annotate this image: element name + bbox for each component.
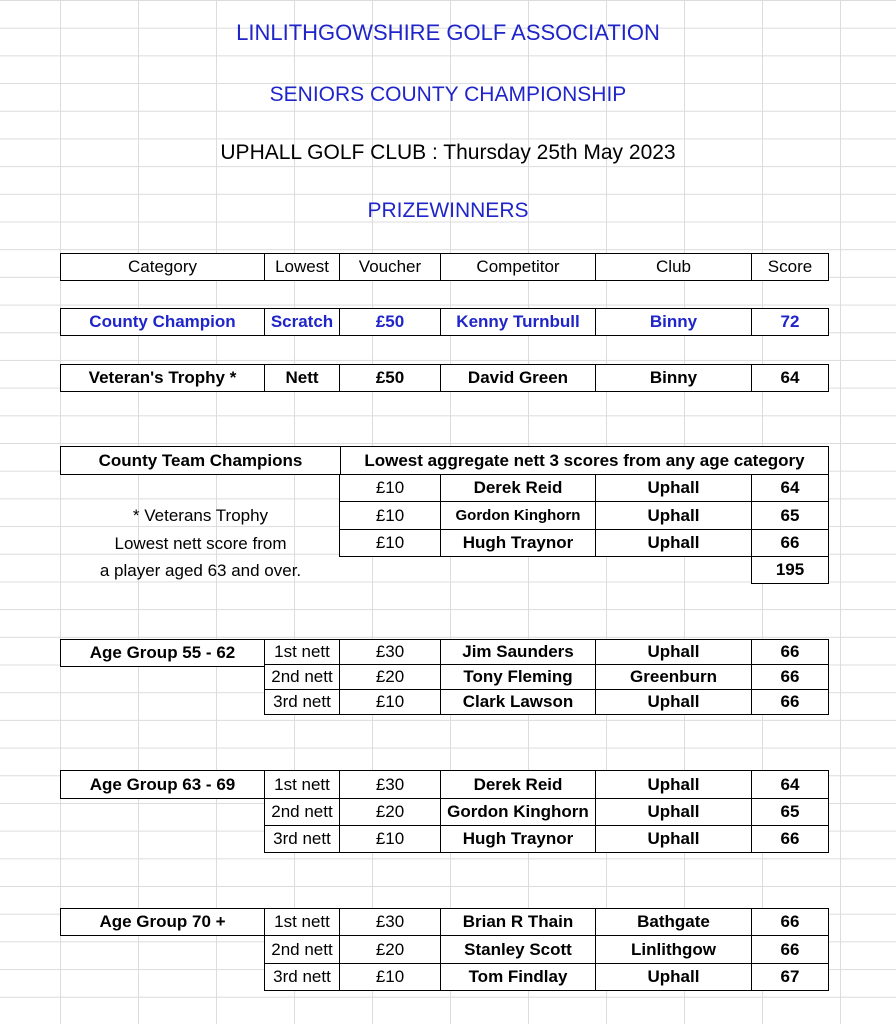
veterans-lowest: Nett [264, 364, 340, 392]
note-line: a player aged 63 and over. [99, 561, 302, 580]
age-club: Linlithgow [595, 935, 752, 964]
note-line: Lowest nett score from [114, 534, 287, 553]
team-competitor: Derek Reid [440, 474, 596, 502]
age-score: 64 [751, 770, 829, 799]
venue-date: UPHALL GOLF CLUB : Thursday 25th May 2023 [220, 141, 676, 164]
age-voucher: £10 [339, 689, 441, 715]
team-score: 66 [751, 529, 829, 557]
header-voucher: Voucher [339, 253, 441, 281]
age-group-label: Age Group 55 - 62 [60, 639, 265, 667]
team-title: County Team Champions [60, 446, 341, 475]
age-score: 67 [751, 963, 829, 991]
age-voucher: £30 [339, 770, 441, 799]
note-line: * Veterans Trophy [132, 506, 269, 525]
age-score: 66 [751, 639, 829, 665]
veterans-voucher: £50 [339, 364, 441, 392]
age-position: 1st nett [264, 908, 340, 936]
age-position: 3rd nett [264, 689, 340, 715]
association-title: LINLITHGOWSHIRE GOLF ASSOCIATION [236, 20, 660, 45]
champion-voucher: £50 [339, 308, 441, 336]
age-score: 66 [751, 935, 829, 964]
champion-category: County Champion [60, 308, 265, 336]
age-voucher: £30 [339, 639, 441, 665]
header-club: Club [595, 253, 752, 281]
champion-club: Binny [595, 308, 752, 336]
age-position: 3rd nett [264, 963, 340, 991]
age-club: Bathgate [595, 908, 752, 936]
age-position: 2nd nett [264, 664, 340, 690]
age-voucher: £10 [339, 825, 441, 853]
team-club: Uphall [595, 474, 752, 502]
age-competitor: Hugh Traynor [440, 825, 596, 853]
team-score: 65 [751, 501, 829, 530]
age-competitor: Derek Reid [440, 770, 596, 799]
section-title: PRIZEWINNERS [367, 199, 529, 222]
header-score: Score [751, 253, 829, 281]
team-club: Uphall [595, 529, 752, 557]
age-score: 66 [751, 908, 829, 936]
header-category: Category [60, 253, 265, 281]
team-competitor: Hugh Traynor [440, 529, 596, 557]
age-score: 66 [751, 825, 829, 853]
age-competitor: Tom Findlay [440, 963, 596, 991]
team-score: 64 [751, 474, 829, 502]
age-competitor: Jim Saunders [440, 639, 596, 665]
age-competitor: Clark Lawson [440, 689, 596, 715]
team-voucher: £10 [339, 501, 441, 530]
team-competitor: Gordon Kinghorn [440, 501, 596, 530]
age-voucher: £20 [339, 935, 441, 964]
age-club: Uphall [595, 770, 752, 799]
age-position: 2nd nett [264, 798, 340, 826]
age-competitor: Brian R Thain [440, 908, 596, 936]
age-competitor: Tony Fleming [440, 664, 596, 690]
team-subtitle: Lowest aggregate nett 3 scores from any age category [340, 446, 829, 475]
age-voucher: £20 [339, 664, 441, 690]
veterans-competitor: David Green [440, 364, 596, 392]
age-club: Uphall [595, 689, 752, 715]
age-club: Uphall [595, 963, 752, 991]
age-club: Uphall [595, 798, 752, 826]
veterans-score: 64 [751, 364, 829, 392]
veterans-club: Binny [595, 364, 752, 392]
age-score: 65 [751, 798, 829, 826]
age-group-label: Age Group 63 - 69 [60, 770, 265, 799]
age-position: 1st nett [264, 639, 340, 665]
age-club: Uphall [595, 825, 752, 853]
championship-title: SENIORS COUNTY CHAMPIONSHIP [269, 83, 627, 106]
age-position: 3rd nett [264, 825, 340, 853]
age-voucher: £20 [339, 798, 441, 826]
age-voucher: £30 [339, 908, 441, 936]
veterans-category: Veteran's Trophy * [60, 364, 265, 392]
age-club: Uphall [595, 639, 752, 665]
team-voucher: £10 [339, 529, 441, 557]
champion-competitor: Kenny Turnbull [440, 308, 596, 336]
age-voucher: £10 [339, 963, 441, 991]
age-position: 2nd nett [264, 935, 340, 964]
age-score: 66 [751, 689, 829, 715]
header-lowest: Lowest [264, 253, 340, 281]
age-competitor: Stanley Scott [440, 935, 596, 964]
team-voucher: £10 [339, 474, 441, 502]
champion-score: 72 [751, 308, 829, 336]
age-group-label: Age Group 70 + [60, 908, 265, 936]
age-club: Greenburn [595, 664, 752, 690]
age-competitor: Gordon Kinghorn [440, 798, 596, 826]
champion-lowest: Scratch [264, 308, 340, 336]
header-competitor: Competitor [440, 253, 596, 281]
age-score: 66 [751, 664, 829, 690]
age-position: 1st nett [264, 770, 340, 799]
team-total: 195 [751, 556, 829, 584]
team-club: Uphall [595, 501, 752, 530]
